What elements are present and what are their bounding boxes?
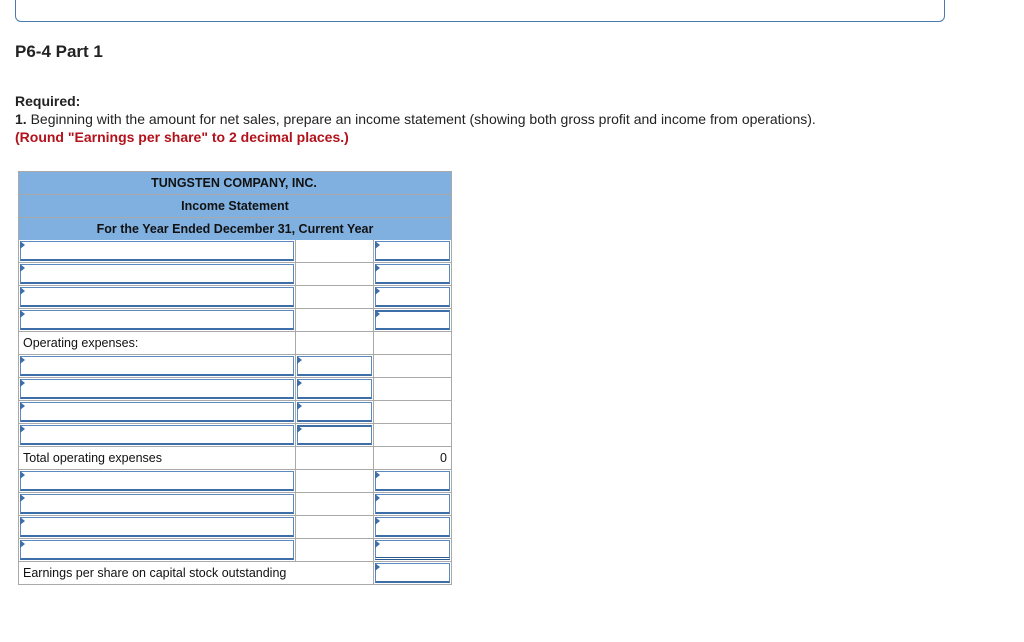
- account-select[interactable]: [20, 425, 294, 445]
- dropdown-arrow-icon: [20, 540, 25, 548]
- dropdown-arrow-icon: [20, 356, 25, 364]
- account-select[interactable]: [20, 241, 294, 261]
- table-row: [18, 332, 452, 355]
- instruction: [15, 111, 816, 127]
- table-row: [18, 378, 452, 401]
- table-row: [18, 309, 452, 332]
- account-select[interactable]: [20, 494, 294, 514]
- account-select[interactable]: [20, 310, 294, 330]
- dropdown-arrow-icon: [20, 310, 25, 318]
- input-arrow-icon: [297, 425, 302, 433]
- amount-input[interactable]: [375, 264, 450, 284]
- table-row: [18, 401, 452, 424]
- input-arrow-icon: [375, 563, 380, 571]
- account-select[interactable]: [20, 264, 294, 284]
- table-row: [18, 240, 452, 263]
- dropdown-arrow-icon: [20, 471, 25, 479]
- table-row: [18, 516, 452, 539]
- input-arrow-icon: [375, 517, 380, 525]
- amount-input[interactable]: [297, 425, 372, 445]
- company-name-header: TUNGSTEN COMPANY, INC.: [18, 171, 452, 194]
- input-arrow-icon: [375, 310, 380, 318]
- input-arrow-icon: [375, 494, 380, 502]
- total-operating-expenses-value: 0: [440, 451, 447, 465]
- eps-input[interactable]: [375, 563, 450, 583]
- problem-title: P6-4 Part 1: [15, 42, 103, 61]
- account-select[interactable]: [20, 540, 294, 560]
- amount-input[interactable]: [375, 241, 450, 261]
- statement-period-header: For the Year Ended December 31, Current Year: [18, 217, 452, 240]
- account-select[interactable]: [20, 379, 294, 399]
- table-row: [18, 539, 452, 562]
- amount-input[interactable]: [297, 402, 372, 422]
- operating-expenses-label: Operating expenses:: [23, 336, 139, 350]
- input-arrow-icon: [375, 471, 380, 479]
- dropdown-arrow-icon: [20, 241, 25, 249]
- account-select[interactable]: [20, 471, 294, 491]
- dropdown-arrow-icon: [20, 425, 25, 433]
- input-arrow-icon: [375, 287, 380, 295]
- table-row: [18, 286, 452, 309]
- rounding-note: (Round "Earnings per share" to 2 decimal places.): [15, 129, 349, 145]
- dropdown-arrow-icon: [20, 402, 25, 410]
- input-arrow-icon: [297, 402, 302, 410]
- account-select[interactable]: [20, 287, 294, 307]
- account-select[interactable]: [20, 402, 294, 422]
- input-arrow-icon: [375, 241, 380, 249]
- total-operating-expenses-label: Total operating expenses: [23, 451, 162, 465]
- dropdown-arrow-icon: [20, 287, 25, 295]
- instruction-number: 1.: [15, 111, 27, 127]
- amount-input[interactable]: [375, 310, 450, 330]
- statement-title-header: Income Statement: [18, 194, 452, 217]
- input-arrow-icon: [375, 540, 380, 548]
- amount-input[interactable]: [375, 494, 450, 514]
- instruction-text: Beginning with the amount for net sales, prepare an income statement (showing both gross profit and income from operations).: [26, 111, 816, 127]
- amount-input[interactable]: [297, 379, 372, 399]
- dropdown-arrow-icon: [20, 494, 25, 502]
- amount-input[interactable]: [375, 471, 450, 491]
- table-row: [18, 470, 452, 493]
- account-select[interactable]: [20, 517, 294, 537]
- dropdown-arrow-icon: [20, 264, 25, 272]
- account-select[interactable]: [20, 356, 294, 376]
- table-row: [18, 263, 452, 286]
- input-arrow-icon: [375, 264, 380, 272]
- amount-input[interactable]: [375, 287, 450, 307]
- amount-input[interactable]: [297, 356, 372, 376]
- amount-input[interactable]: [375, 517, 450, 537]
- table-row: [18, 424, 452, 447]
- required-label: Required:: [15, 93, 81, 109]
- previous-panel-box: [15, 0, 945, 22]
- table-row: [18, 355, 452, 378]
- amount-input[interactable]: [375, 540, 450, 560]
- table-row: [18, 447, 452, 470]
- input-arrow-icon: [297, 356, 302, 364]
- table-row: [18, 493, 452, 516]
- income-statement-table: [18, 171, 452, 585]
- input-arrow-icon: [297, 379, 302, 387]
- eps-label: Earnings per share on capital stock outstanding: [23, 566, 287, 580]
- dropdown-arrow-icon: [20, 379, 25, 387]
- table-row: [18, 562, 452, 585]
- dropdown-arrow-icon: [20, 517, 25, 525]
